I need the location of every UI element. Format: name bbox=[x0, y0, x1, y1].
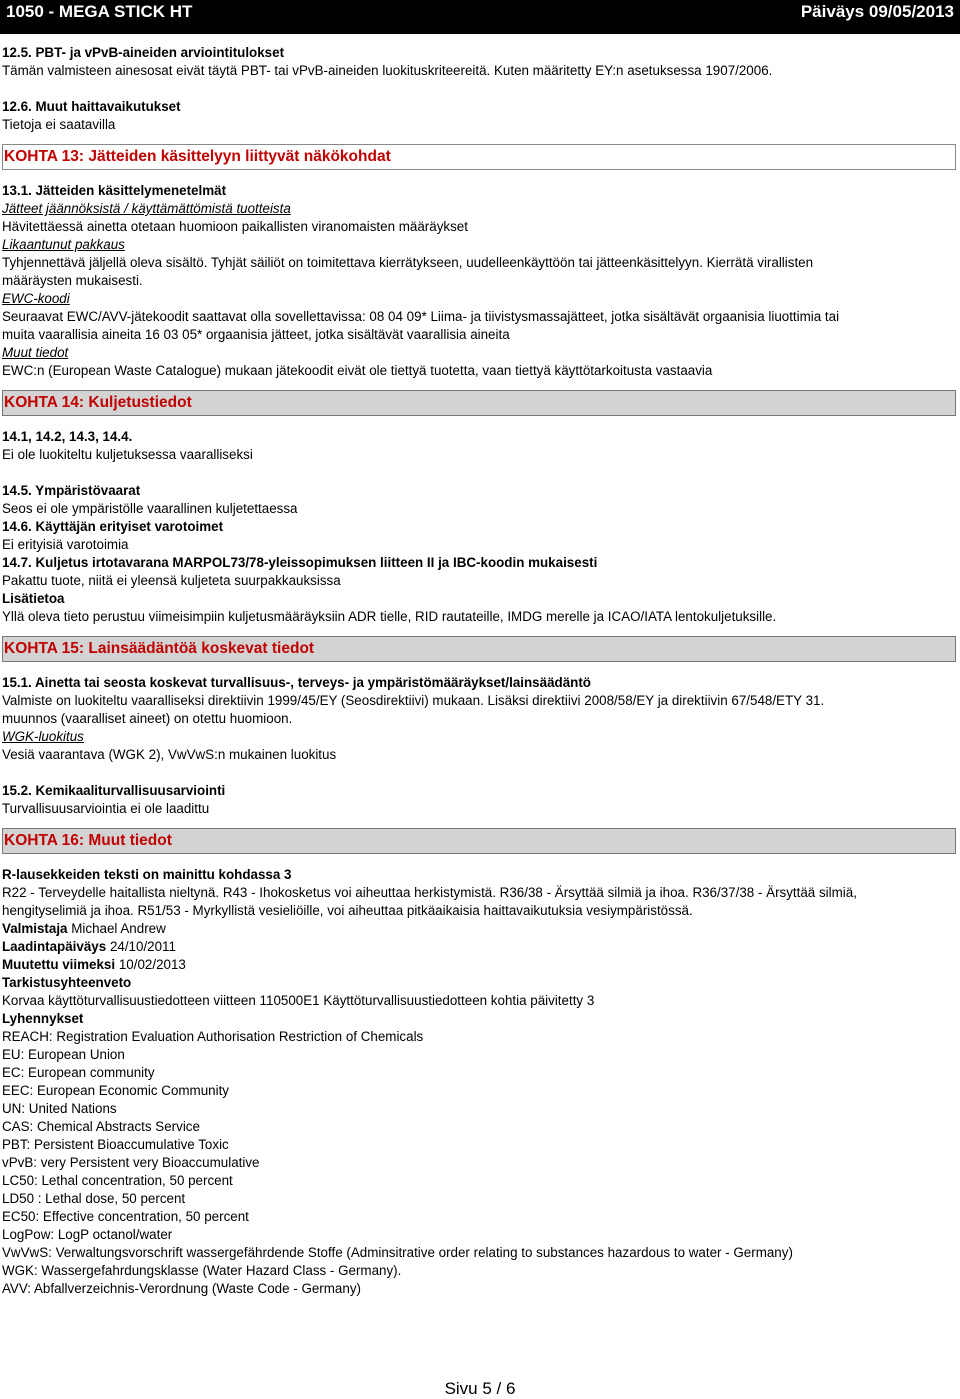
text-r-phrases-line2: hengityselimiä ja ihoa. R51/53 - Myrkyllistä vesieliöille, voi aiheuttaa pitkäaikaisia haittavaikutuksia vesiympäristössä. bbox=[2, 903, 693, 918]
abbreviation-item: LogPow: LogP octanol/water bbox=[2, 1227, 173, 1242]
abbreviation-item: EC50: Effective concentration, 50 percent bbox=[2, 1209, 249, 1224]
text-14-6: Ei erityisiä varotoimia bbox=[2, 537, 129, 552]
heading-12-5: 12.5. PBT- ja vPvB-aineiden arviointitulokset bbox=[2, 45, 285, 60]
heading-15-2: 15.2. Kemikaaliturvallisuusarviointi bbox=[2, 783, 226, 798]
text-15-1-line1: Valmiste on luokiteltu vaaralliseksi direktiivin 1999/45/EY (Seosdirektiivi) mukaan. Lisäksi direktiivi 2008/58/EY ja direktiivin 67/548/ETY 31. bbox=[2, 693, 825, 708]
abbreviation-item: AVV: Abfallverzeichnis-Verordnung (Waste Code - Germany) bbox=[2, 1281, 361, 1296]
subheading-contaminated-packaging: Likaantunut pakkaus bbox=[2, 237, 125, 252]
abbreviation-item: UN: United Nations bbox=[2, 1101, 117, 1116]
section-15-title: KOHTA 15: Lainsäädäntöä koskevat tiedot bbox=[2, 636, 956, 662]
abbreviation-item: PBT: Persistent Bioaccumulative Toxic bbox=[2, 1137, 229, 1152]
revision-summary-text: Korvaa käyttöturvallisuustiedotteen viitteen 110500E1 Käyttöturvallisuustiedotteen kohtia päivitetty 3 bbox=[2, 993, 595, 1008]
subheading-ewc-code: EWC-koodi bbox=[2, 291, 70, 306]
heading-13-1: 13.1. Jätteiden käsittelymenetelmät bbox=[2, 183, 227, 198]
heading-14-1: 14.1, 14.2, 14.3, 14.4. bbox=[2, 429, 133, 444]
abbreviation-item: LD50 : Lethal dose, 50 percent bbox=[2, 1191, 186, 1206]
text-12-6: Tietoja ei saatavilla bbox=[2, 117, 116, 132]
modified-date-value: 10/02/2013 bbox=[118, 957, 186, 972]
prepared-date-label: Laadintapäiväys bbox=[2, 939, 107, 954]
abbreviation-item: EC: European community bbox=[2, 1065, 155, 1080]
abbreviations-label: Lyhennykset bbox=[2, 1011, 84, 1026]
revision-summary-label: Tarkistusyhteenveto bbox=[2, 975, 132, 990]
abbreviation-item: WGK: Wassergefahrdungsklasse (Water Hazard Class - Germany). bbox=[2, 1263, 402, 1278]
document-body bbox=[2, 44, 956, 1298]
text-15-1-line2: muunnos (vaaralliset aineet) on otettu huomioon. bbox=[2, 711, 293, 726]
modified-date-row bbox=[2, 956, 956, 974]
abbreviations-list bbox=[2, 1028, 956, 1298]
subheading-other-info: Muut tiedot bbox=[2, 345, 69, 360]
heading-14-7: 14.7. Kuljetus irtotavarana MARPOL73/78-yleissopimuksen liitteen II ja IBC-koodin mukaisesti bbox=[2, 555, 598, 570]
text-12-5: Tämän valmisteen ainesosat eivät täytä PBT- tai vPvB-aineiden luokituskriteereitä. Kuten määritetty EY:n asetuksessa 1907/2006. bbox=[2, 63, 773, 78]
section-16-title: KOHTA 16: Muut tiedot bbox=[2, 828, 956, 854]
text-ewc-line2: muita vaarallisia aineita 16 03 05* orgaanisia jätteet, jotka sisältävät vaarallisia aineita bbox=[2, 327, 510, 342]
text-packaging-line1: Tyhjennettävä jäljellä oleva sisältö. Tyhjät säiliöt on toimitettava kierrätykseen, uudelleenkäyttöön tai jätteenkäsittelyyn. Kierrätä virallisten bbox=[2, 255, 814, 270]
prepared-date-row bbox=[2, 938, 956, 956]
heading-14-5: 14.5. Ympäristövaarat bbox=[2, 483, 141, 498]
abbreviation-item: VwVwS: Verwaltungsvorschrift wassergefährdende Stoffe (Adminsitrative order relating to substances hazardous to water - Germany) bbox=[2, 1245, 793, 1260]
text-14-5: Seos ei ole ympäristölle vaarallinen kuljetettaessa bbox=[2, 501, 298, 516]
subheading-waste-residues: Jätteet jäännöksistä / käyttämättömistä tuotteista bbox=[2, 201, 291, 216]
section-13-title: KOHTA 13: Jätteiden käsittelyyn liittyvät näkökohdat bbox=[2, 144, 956, 170]
text-ewc-line1: Seuraavat EWC/AVV-jätekoodit saattavat olla sovellettavissa: 08 04 09* Liima- ja tiivistysmassajätteet, jotka sisältävät orgaanisia liuottimia tai bbox=[2, 309, 840, 324]
heading-14-6: 14.6. Käyttäjän erityiset varotoimet bbox=[2, 519, 224, 534]
heading-12-6: 12.6. Muut haittavaikutukset bbox=[2, 99, 181, 114]
text-r-phrases-line1: R22 - Terveydelle haitallista nieltynä. R43 - Ihokosketus voi aiheuttaa herkistymistä. R36/38 - Ärsyttää silmiä ja ihoa. R36/37/38 - Ärsyttää silmiä, bbox=[2, 885, 857, 900]
section-14-title: KOHTA 14: Kuljetustiedot bbox=[2, 390, 956, 416]
abbreviation-item: LC50: Lethal concentration, 50 percent bbox=[2, 1173, 233, 1188]
text-other-info: EWC:n (European Waste Catalogue) mukaan jätekoodit eivät ole tiettyä tuotetta, vaan tiettyä käyttötarkoitusta vastaavia bbox=[2, 363, 713, 378]
abbreviation-item: CAS: Chemical Abstracts Service bbox=[2, 1119, 200, 1134]
text-waste-residues: Hävitettäessä ainetta otetaan huomioon paikallisten viranomaisten määräykset bbox=[2, 219, 468, 234]
page-header bbox=[0, 0, 960, 34]
text-14-1: Ei ole luokiteltu kuljetuksessa vaaralliseksi bbox=[2, 447, 253, 462]
prepared-date-value: 24/10/2011 bbox=[109, 939, 176, 954]
modified-date-label: Muutettu viimeksi bbox=[2, 957, 116, 972]
text-additional-info: Yllä oleva tieto perustuu viimeisimpiin kuljetusmääräyksiin ADR tielle, RID rautateille, IMDG merelle ja ICAO/IATA lentokuljetuksille. bbox=[2, 609, 777, 624]
text-15-2: Turvallisuusarviointia ei ole laadittu bbox=[2, 801, 210, 816]
page-number: Sivu 5 / 6 bbox=[444, 1379, 516, 1398]
abbreviation-item: vPvB: very Persistent very Bioaccumulative bbox=[2, 1155, 260, 1170]
subheading-wgk: WGK-luokitus bbox=[2, 729, 84, 744]
abbreviation-item: REACH: Registration Evaluation Authorisation Restriction of Chemicals bbox=[2, 1029, 424, 1044]
heading-15-1: 15.1. Ainetta tai seosta koskevat turvallisuus-, terveys- ja ympäristömääräykset/lainsäädäntö bbox=[2, 675, 591, 690]
abbreviation-item: EEC: European Economic Community bbox=[2, 1083, 229, 1098]
product-name: 1050 - MEGA STICK HT bbox=[6, 2, 193, 21]
manufacturer-value: Michael Andrew bbox=[71, 921, 166, 936]
abbreviation-item: EU: European Union bbox=[2, 1047, 125, 1062]
manufacturer-row bbox=[2, 920, 956, 938]
document-date: Päiväys 09/05/2013 bbox=[800, 2, 954, 21]
manufacturer-label: Valmistaja bbox=[2, 921, 68, 936]
text-packaging-line2: määräysten mukaisesti. bbox=[2, 273, 143, 288]
heading-r-phrases: R-lausekkeiden teksti on mainittu kohdassa 3 bbox=[2, 867, 292, 882]
text-wgk: Vesiä vaarantava (WGK 2), VwVwS:n mukainen luokitus bbox=[2, 747, 337, 762]
heading-additional-info: Lisätietoa bbox=[2, 591, 65, 606]
text-14-7: Pakattu tuote, niitä ei yleensä kuljeteta suurpakkauksissa bbox=[2, 573, 341, 588]
